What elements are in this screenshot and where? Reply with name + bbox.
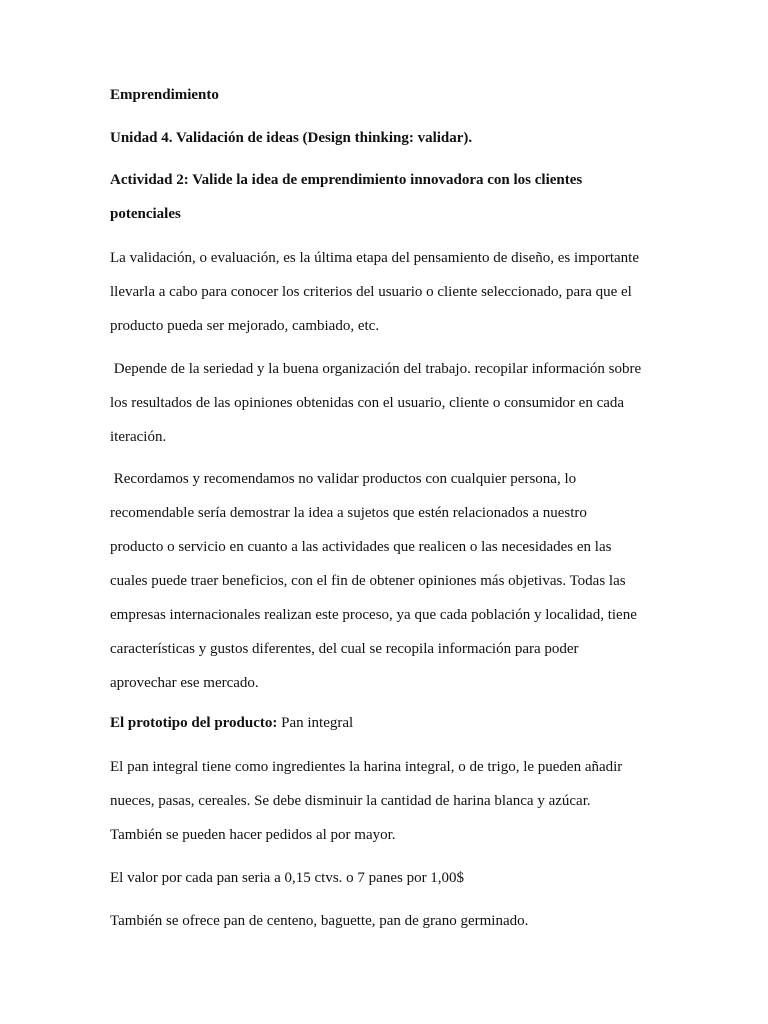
offer-line-text: También se ofrece pan de centeno, baguette, pan de grano germinado. xyxy=(110,913,529,929)
activity-title xyxy=(110,163,670,231)
prototype-line-text xyxy=(110,706,670,740)
activity-title-line: Actividad 2: Valide la idea de emprendimiento innovadora con los clientes xyxy=(110,172,583,188)
offer-line xyxy=(110,904,670,938)
paragraph-line: aprovechar ese mercado. xyxy=(110,675,259,691)
price-line-text: El valor por cada pan seria a 0,15 ctvs. o 7 panes por 1,00$ xyxy=(110,870,465,886)
course-title xyxy=(110,78,670,112)
paragraph-line: producto pueda ser mejorado, cambiado, etc. xyxy=(110,318,380,334)
paragraph-line: llevarla a cabo para conocer los criterios del usuario o cliente seleccionado, para que el xyxy=(110,284,632,300)
paragraph-validation xyxy=(110,241,670,343)
prototype-line xyxy=(110,706,670,740)
course-title-text: Emprendimiento xyxy=(110,87,219,103)
prototype-label: El prototipo del producto: xyxy=(110,715,278,731)
paragraph-line: También se pueden hacer pedidos al por mayor. xyxy=(110,827,396,843)
price-line xyxy=(110,861,670,895)
unit-title-text: Unidad 4. Validación de ideas (Design thinking: validar). xyxy=(110,130,473,146)
prototype-value: Pan integral xyxy=(277,715,354,731)
paragraph-line: La validación, o evaluación, es la última etapa del pensamiento de diseño, es importante xyxy=(110,250,639,266)
paragraph-line: Recordamos y recomendamos no validar productos con cualquier persona, lo xyxy=(110,471,577,487)
paragraph-line: recomendable sería demostrar la idea a sujetos que estén relacionados a nuestro xyxy=(110,505,587,521)
paragraph-line: producto o servicio en cuanto a las actividades que realicen o las necesidades en las xyxy=(110,539,612,555)
activity-title-line: potenciales xyxy=(110,206,181,222)
paragraph-recommendation xyxy=(110,462,670,700)
paragraph-line: El pan integral tiene como ingredientes la harina integral, o de trigo, le pueden añadir xyxy=(110,759,623,775)
paragraph-line: cuales puede traer beneficios, con el fin de obtener opiniones más objetivas. Todas las xyxy=(110,573,626,589)
paragraph-line: características y gustos diferentes, del cual se recopila información para poder xyxy=(110,641,579,657)
paragraph-ingredients xyxy=(110,750,670,852)
paragraph-line: empresas internacionales realizan este proceso, ya que cada población y localidad, tiene xyxy=(110,607,637,623)
paragraph-organization xyxy=(110,352,670,454)
paragraph-line: Depende de la seriedad y la buena organización del trabajo. recopilar información sobre xyxy=(110,361,642,377)
paragraph-line: nueces, pasas, cereales. Se debe disminuir la cantidad de harina blanca y azúcar. xyxy=(110,793,591,809)
paragraph-line: los resultados de las opiniones obtenidas con el usuario, cliente o consumidor en cada xyxy=(110,395,625,411)
paragraph-line: iteración. xyxy=(110,429,167,445)
unit-title xyxy=(110,121,670,155)
